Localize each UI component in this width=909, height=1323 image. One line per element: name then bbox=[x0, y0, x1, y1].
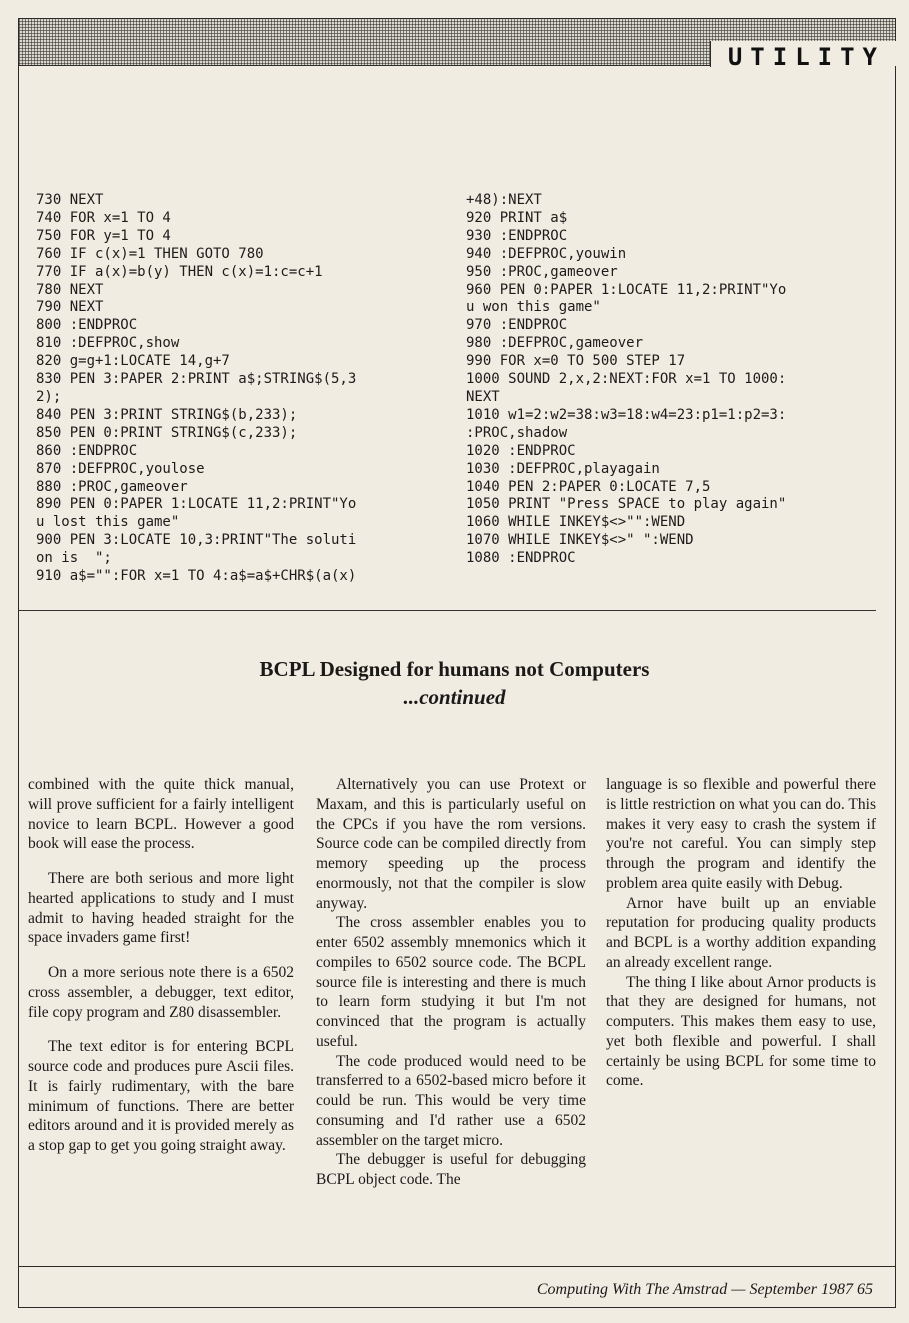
code-line: on is "; bbox=[36, 550, 112, 567]
article-title: BCPL Designed for humans not Computers bbox=[259, 657, 650, 681]
section-label: UTILITY bbox=[727, 43, 885, 71]
code-line: 1060 WHILE INKEY$<>"":WEND bbox=[466, 514, 686, 531]
code-line: 970 :ENDPROC bbox=[466, 317, 568, 334]
paragraph: On a more serious note there is a 6502 cross assembler, a debugger, text editor, file copy program and Z80 disassembler. bbox=[28, 964, 294, 1021]
code-listing-right bbox=[466, 192, 886, 568]
code-line: :PROC,shadow bbox=[466, 424, 568, 441]
header-band bbox=[18, 18, 896, 71]
code-line: 920 PRINT a$ bbox=[466, 209, 568, 226]
paragraph: Arnor have built up an enviable reputation for producing quality products and BCPL is a worthy addition expanding an already excellent range. bbox=[606, 894, 876, 971]
footer-text: Computing With The Amstrad — September 1987 65 bbox=[536, 1281, 873, 1298]
article-subtitle: ...continued bbox=[403, 685, 506, 709]
code-line: 1080 :ENDPROC bbox=[466, 550, 576, 567]
code-line: 980 :DEFPROC,gameover bbox=[466, 335, 644, 352]
code-line: 2); bbox=[36, 388, 62, 405]
paragraph: The text editor is for entering BCPL source code and produces pure Ascii files. It is fairly rudimentary, with the bare minimum of functions. There are better editors around and it is provided merely as a stop gap to get you going straight away. bbox=[28, 1038, 294, 1154]
paragraph: The thing I like about Arnor products is that they are designed for humans, not computers. This makes them easy to use, yet both flexible and powerful. I shall certainly be using BCPL for some time to come. bbox=[606, 973, 876, 1090]
code-line: 840 PEN 3:PRINT STRING$(b,233); bbox=[36, 406, 298, 423]
code-line: 750 FOR y=1 TO 4 bbox=[36, 227, 171, 244]
code-line: NEXT bbox=[466, 388, 500, 405]
article-column-2 bbox=[316, 775, 586, 1190]
code-line: 1000 SOUND 2,x,2:NEXT:FOR x=1 TO 1000: bbox=[466, 371, 787, 388]
code-line: 770 IF a(x)=b(y) THEN c(x)=1:c=c+1 bbox=[36, 263, 323, 280]
code-line: 1070 WHILE INKEY$<>" ":WEND bbox=[466, 532, 694, 549]
section-divider bbox=[18, 610, 876, 611]
code-line: 740 FOR x=1 TO 4 bbox=[36, 209, 171, 226]
paragraph: The code produced would need to be transferred to a 6502-based micro before it could be run. This would be very time consuming and I'd rather use a 6502 assembler on the target micro. bbox=[316, 1052, 586, 1149]
code-line: 730 NEXT bbox=[36, 192, 104, 208]
code-line: 760 IF c(x)=1 THEN GOTO 780 bbox=[36, 245, 264, 262]
code-line: 890 PEN 0:PAPER 1:LOCATE 11,2:PRINT"Yo bbox=[36, 496, 357, 513]
code-line: 830 PEN 3:PAPER 2:PRINT a$;STRING$(5,3 bbox=[36, 371, 357, 388]
code-line: 790 NEXT bbox=[36, 299, 104, 316]
code-line: 880 :PROC,gameover bbox=[36, 478, 188, 495]
code-line: 1040 PEN 2:PAPER 0:LOCATE 7,5 bbox=[466, 478, 711, 495]
paragraph: Alternatively you can use Protext or Maxam, and this is particularly useful on the CPCs if you have the rom versions. Source code can be compiled directly from memory speeding up the process enormously, not that the compiler is slow anyway. bbox=[316, 776, 586, 912]
code-line: 820 g=g+1:LOCATE 14,g+7 bbox=[36, 353, 230, 370]
code-listing-left bbox=[36, 192, 456, 586]
code-line: 960 PEN 0:PAPER 1:LOCATE 11,2:PRINT"Yo bbox=[466, 281, 787, 298]
code-line: 910 a$="":FOR x=1 TO 4:a$=a$+CHR$(a(x) bbox=[36, 568, 357, 585]
code-line: 860 :ENDPROC bbox=[36, 442, 138, 459]
code-line: 950 :PROC,gameover bbox=[466, 263, 618, 280]
code-line: 800 :ENDPROC bbox=[36, 317, 138, 334]
paragraph: language is so flexible and powerful there is little restriction on what you can do. This makes it very easy to crash the system if you're not careful. You can simply step through the program and identify the problem area quite easily with Debug. bbox=[606, 776, 876, 892]
code-line: 1010 w1=2:w2=38:w3=18:w4=23:p1=1:p2=3: bbox=[466, 406, 787, 423]
article-column-3 bbox=[606, 775, 876, 1091]
paragraph: combined with the quite thick manual, will prove sufficient for a fairly intelligent novice to learn BCPL. However a good book will ease the process. bbox=[28, 776, 294, 853]
code-line: u won this game" bbox=[466, 299, 601, 316]
code-line: 810 :DEFPROC,show bbox=[36, 335, 180, 352]
code-line: 930 :ENDPROC bbox=[466, 227, 568, 244]
code-line: 870 :DEFPROC,youlose bbox=[36, 460, 205, 477]
code-line: 850 PEN 0:PRINT STRING$(c,233); bbox=[36, 424, 298, 441]
code-line: +48):NEXT bbox=[466, 192, 542, 208]
code-line: 1030 :DEFPROC,playagain bbox=[466, 460, 660, 477]
paragraph: The debugger is useful for debugging BCPL object code. The bbox=[316, 1151, 586, 1188]
paragraph: There are both serious and more light hearted applications to study and I must admit to having headed straight for the space invaders game first! bbox=[28, 870, 294, 947]
paragraph: The cross assembler enables you to enter 6502 assembly mnemonics which it compiles to 6502 source code. The BCPL source file is interesting and there is much to learn form studying it but I'm not convinced that the program is actually useful. bbox=[316, 914, 586, 1050]
code-line: 990 FOR x=0 TO 500 STEP 17 bbox=[466, 353, 686, 370]
article-column-1 bbox=[28, 775, 294, 1156]
code-line: 1050 PRINT "Press SPACE to play again" bbox=[466, 496, 787, 513]
code-line: 780 NEXT bbox=[36, 281, 104, 298]
code-line: 900 PEN 3:LOCATE 10,3:PRINT"The soluti bbox=[36, 532, 357, 549]
code-line: u lost this game" bbox=[36, 514, 180, 531]
code-line: 940 :DEFPROC,youwin bbox=[466, 245, 627, 262]
code-line: 1020 :ENDPROC bbox=[466, 442, 576, 459]
